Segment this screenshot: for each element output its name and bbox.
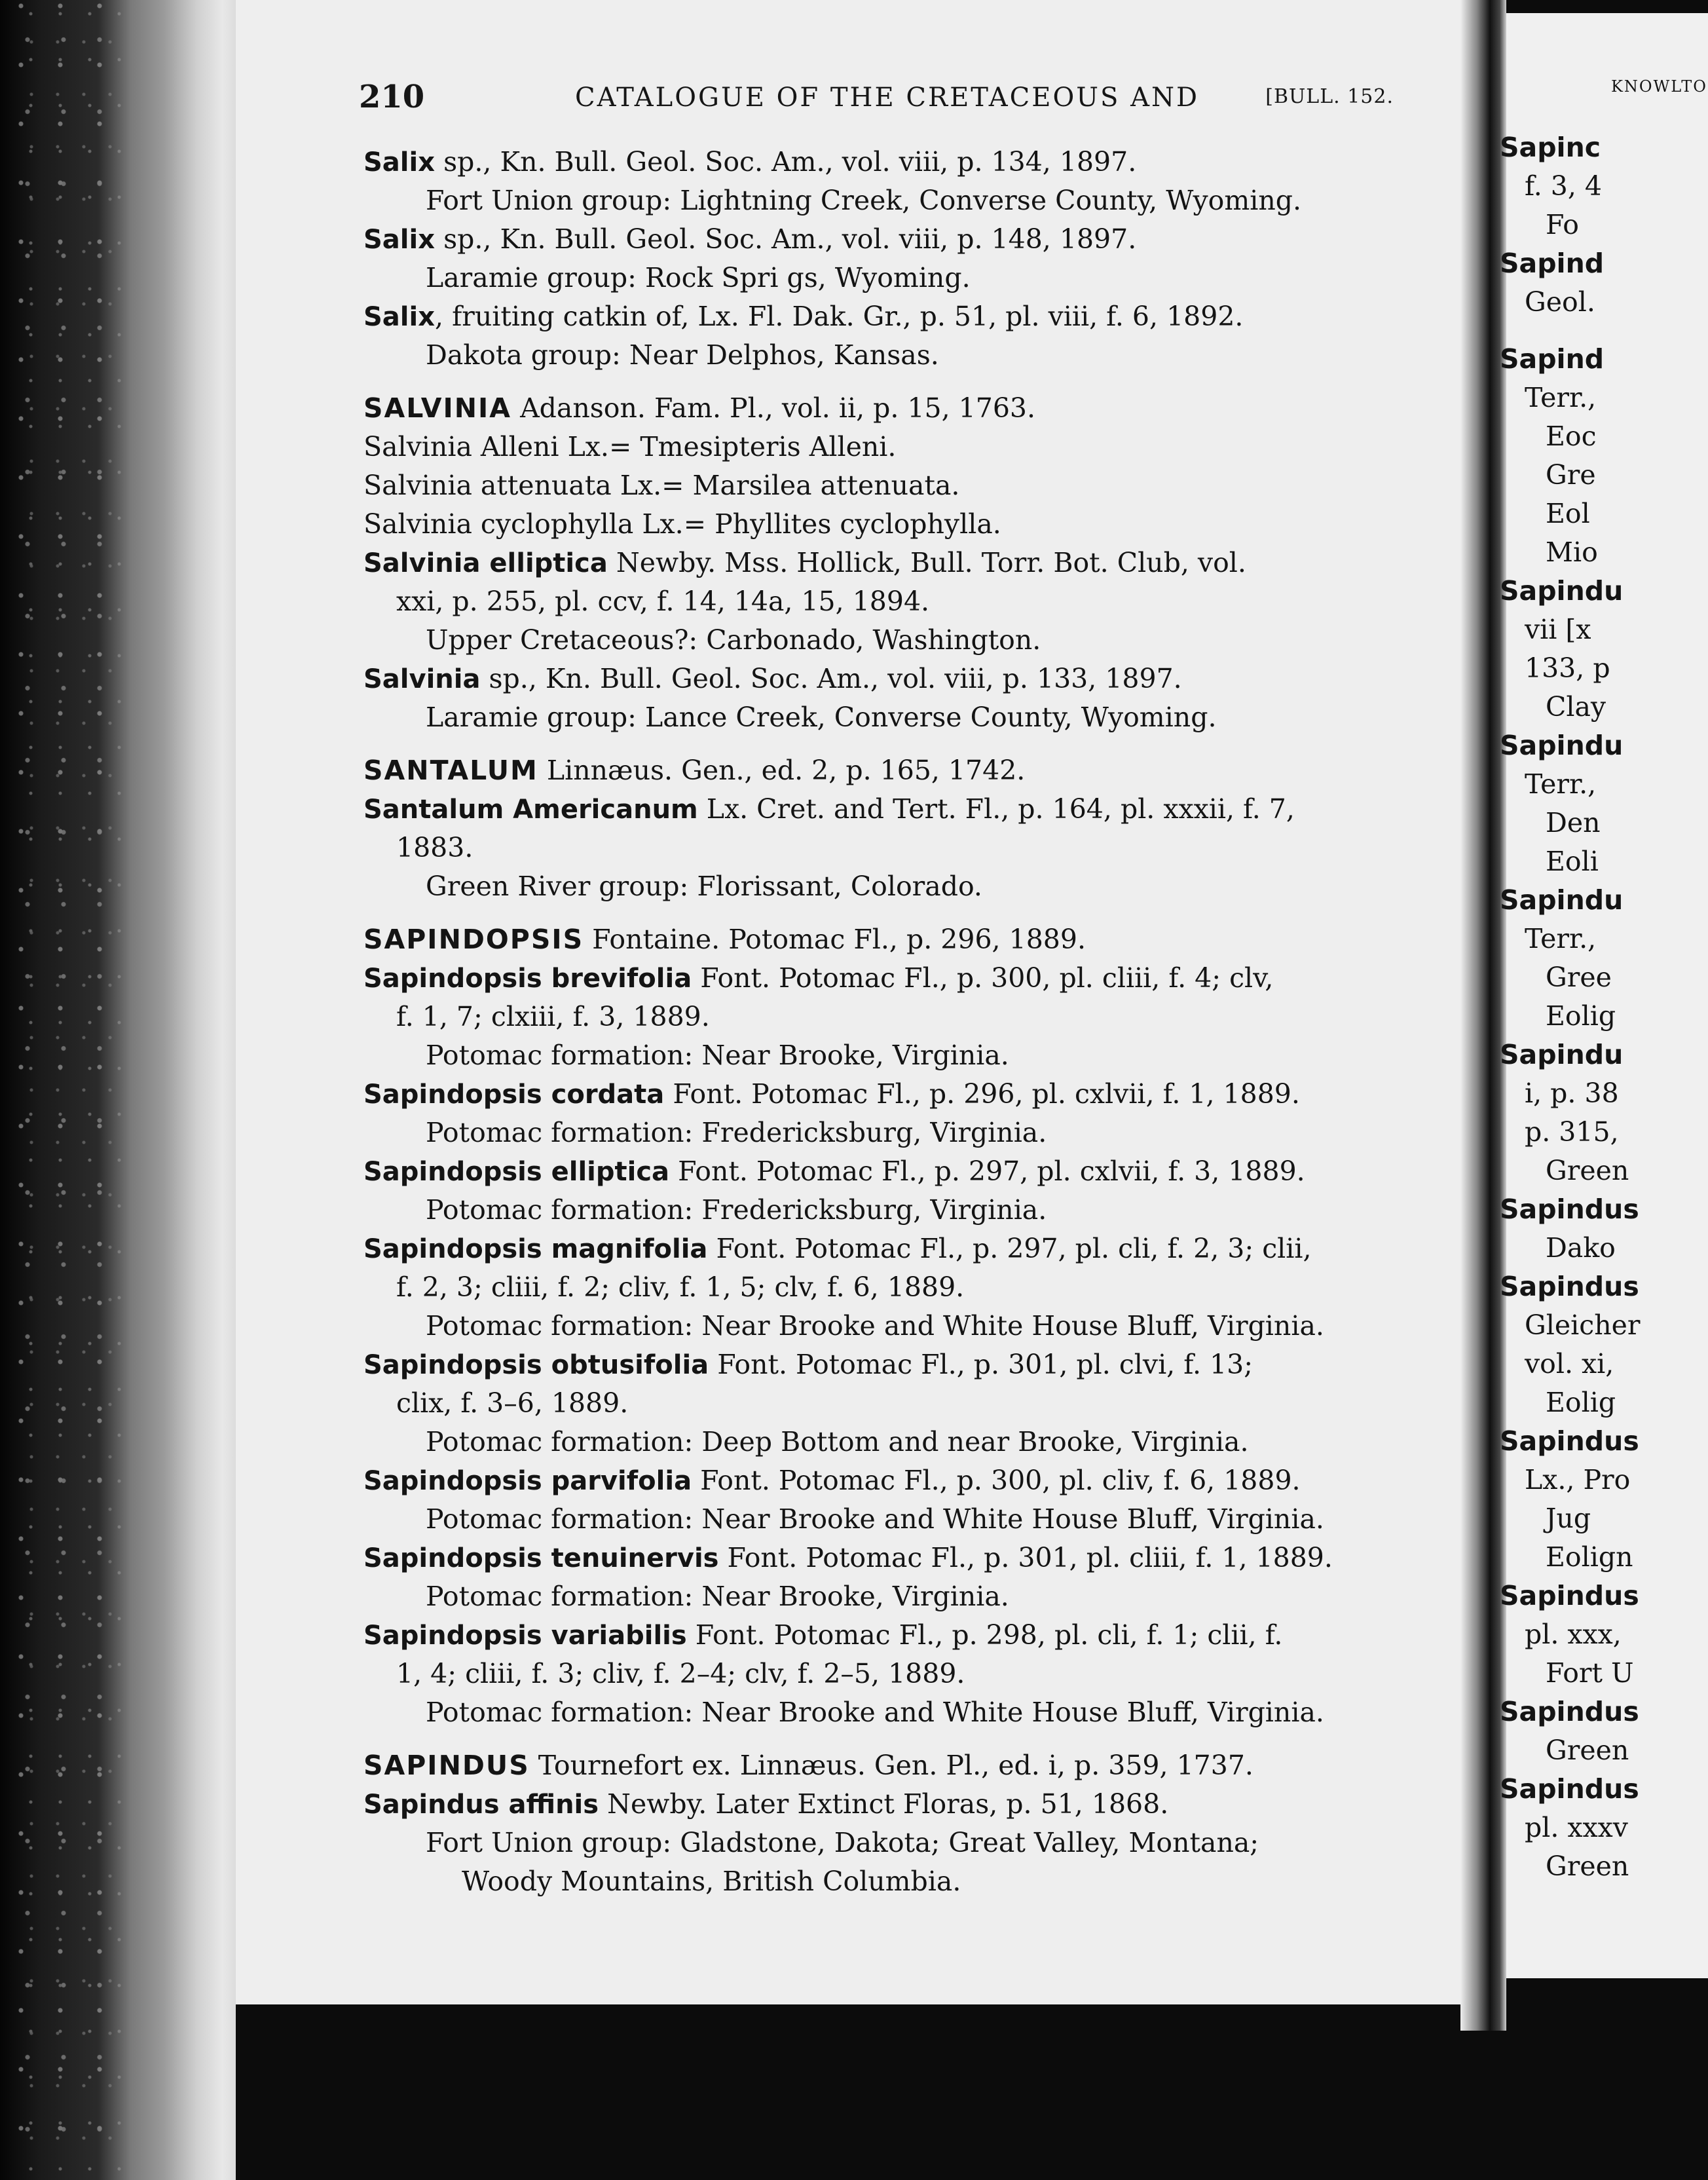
right-page-line: i, p. 38 (1525, 1078, 1619, 1109)
catalog-line (363, 621, 1411, 660)
entry-text: Woody Mountains, British Columbia. (462, 1866, 961, 1897)
catalog-line (363, 1616, 1411, 1655)
catalog-line (363, 1577, 1411, 1616)
entry-text: 1, 4; cliii, f. 3; cliv, f. 2–4; clv, f. 2–5, 1889. (396, 1658, 965, 1689)
entry-text: Laramie group: Rock Spri gs, Wyoming. (426, 262, 971, 293)
catalog-line (363, 259, 1411, 297)
catalog-line (363, 336, 1411, 375)
catalog-line (363, 1191, 1411, 1230)
taxon-name: Salvinia (363, 664, 481, 694)
right-page-line: Sapindus (1500, 1271, 1639, 1302)
catalog-line (363, 1075, 1411, 1114)
entry-text: sp., Kn. Bull. Geol. Soc. Am., vol. viii, p. 134, 1897. (435, 146, 1137, 178)
entry-text: Font. Potomac Fl., p. 301, pl. cliii, f. 1, 1889. (718, 1542, 1333, 1573)
catalog-line (363, 297, 1411, 336)
page-edge-texture (13, 0, 131, 2180)
entry-text: Fontaine. Potomac Fl., p. 296, 1889. (584, 924, 1086, 955)
catalog-line (363, 1746, 1411, 1785)
right-page-line: Green (1546, 1735, 1629, 1766)
right-page-line: Eol (1546, 498, 1590, 529)
right-page-line: Sapindu (1500, 884, 1624, 916)
entry-text: sp., Kn. Bull. Geol. Soc. Am., vol. viii, p. 148, 1897. (435, 223, 1137, 255)
catalog-line (363, 1230, 1411, 1268)
taxon-name: Sapindopsis obtusifolia (363, 1350, 709, 1380)
entry-text: Font. Potomac Fl., p. 296, pl. cxlvii, f. 1, 1889. (664, 1078, 1300, 1110)
right-page-line: vol. xi, (1525, 1348, 1614, 1380)
bulletin-reference: [BULL. 152. (1265, 85, 1394, 108)
taxon-name: Salix (363, 147, 436, 178)
right-page-text (1500, 77, 1708, 1886)
taxon-name: SAPINDUS (363, 1750, 530, 1781)
right-page-line: Eoc (1546, 421, 1597, 452)
entry-text: Green River group: Florissant, Colorado. (426, 871, 982, 902)
catalog-line (363, 1036, 1411, 1075)
catalog-line (363, 220, 1411, 259)
catalog-line (363, 751, 1411, 790)
right-page-header: KNOWLTO (1611, 77, 1707, 96)
catalog-line (363, 1539, 1411, 1577)
right-page-line: Sapindus (1500, 1580, 1639, 1611)
page-number: 210 (359, 79, 425, 115)
entry-text: Potomac formation: Near Brooke and White House Bluff, Virginia. (426, 1310, 1324, 1342)
taxon-name: Santalum Americanum (363, 795, 698, 825)
taxon-name: SALVINIA (363, 392, 512, 424)
right-page-line: Eolig (1546, 1000, 1616, 1032)
right-page-line: pl. xxxv (1525, 1812, 1628, 1843)
taxon-name: Sapindopsis variabilis (363, 1621, 687, 1651)
entry-text: Dakota group: Near Delphos, Kansas. (426, 339, 939, 371)
right-page-line: Gleicher (1525, 1309, 1641, 1341)
catalog-line (363, 1268, 1411, 1307)
page-edge-binding (0, 0, 236, 2180)
catalog-line (363, 505, 1411, 544)
taxon-name: Sapindopsis cordata (363, 1080, 665, 1110)
right-page-line: Sapindus (1500, 1425, 1639, 1457)
entry-text: sp., Kn. Bull. Geol. Soc. Am., vol. viii, p. 133, 1897. (480, 663, 1182, 694)
right-page-line: Sapindus (1500, 1193, 1639, 1225)
entry-text: Font. Potomac Fl., p. 298, pl. cli, f. 1; clii, f. (686, 1619, 1283, 1651)
right-page-line: Jug (1546, 1503, 1591, 1534)
right-page-line: Geol. (1525, 286, 1595, 318)
entry-text: Upper Cretaceous?: Carbonado, Washington. (426, 624, 1041, 656)
taxon-name: Salix (363, 302, 436, 332)
right-page-line: vii [x (1525, 614, 1591, 645)
catalog-line (363, 660, 1411, 698)
entry-text: Laramie group: Lance Creek, Converse County, Wyoming. (426, 702, 1217, 733)
catalog-line (363, 998, 1411, 1036)
entry-text: Linnæus. Gen., ed. 2, p. 165, 1742. (538, 755, 1026, 786)
right-page-line: Eolig (1546, 1387, 1616, 1418)
right-page-line: Eolign (1546, 1541, 1633, 1573)
entry-text: Potomac formation: Fredericksburg, Virginia. (426, 1117, 1047, 1148)
catalog-line (363, 1461, 1411, 1500)
catalog-line (363, 466, 1411, 505)
entry-text: Font. Potomac Fl., p. 300, pl. cliv, f. 6, 1889. (692, 1465, 1301, 1496)
catalog-line (363, 143, 1411, 181)
taxon-name: Sapindopsis magnifolia (363, 1234, 708, 1264)
catalog-line (363, 544, 1411, 582)
entry-text: f. 2, 3; cliii, f. 2; cliv, f. 1, 5; clv, f. 6, 1889. (396, 1271, 965, 1303)
entry-text: , fruiting catkin of, Lx. Fl. Dak. Gr., p. 51, pl. viii, f. 6, 1892. (435, 301, 1244, 332)
catalog-line (363, 1384, 1411, 1423)
right-page-line: Fort U (1546, 1657, 1634, 1689)
entry-text: f. 1, 7; clxiii, f. 3, 1889. (396, 1001, 710, 1032)
right-page-line: Gre (1546, 459, 1596, 491)
right-page-line: Terr., (1525, 768, 1597, 800)
entry-text: Potomac formation: Fredericksburg, Virginia. (426, 1194, 1047, 1226)
catalog-line (363, 1114, 1411, 1152)
entry-text: Font. Potomac Fl., p. 297, pl. cxlvii, f. 3, 1889. (669, 1156, 1305, 1187)
right-page-line: Terr., (1525, 923, 1597, 954)
catalog-line (363, 920, 1411, 959)
right-page-line: Sapinc (1500, 132, 1601, 163)
right-page-line: Green (1546, 1155, 1629, 1186)
catalog-line (363, 582, 1411, 621)
entry-text: Tournefort ex. Linnæus. Gen. Pl., ed. i, p. 359, 1737. (529, 1750, 1253, 1781)
entry-text: Font. Potomac Fl., p. 300, pl. cliii, f. 4; clv, (692, 962, 1274, 994)
entry-text: 1883. (396, 832, 473, 863)
right-page-line: p. 315, (1525, 1116, 1619, 1148)
entry-text: Potomac formation: Near Brooke and White House Bluff, Virginia. (426, 1697, 1324, 1728)
right-page-line: 133, p (1525, 652, 1610, 684)
right-page-line: Fo (1546, 209, 1579, 240)
right-page-line: f. 3, 4 (1525, 170, 1603, 202)
right-page-line: Sapindus (1500, 1773, 1639, 1805)
right-page-lines (1500, 128, 1708, 1886)
right-page-line: Lx., Pro (1525, 1464, 1631, 1495)
running-title: CATALOGUE OF THE CRETACEOUS AND (575, 83, 1200, 113)
right-page-line: pl. xxx, (1525, 1619, 1622, 1650)
catalog-line (363, 829, 1411, 867)
right-page-line: Mio (1546, 536, 1598, 568)
right-page-line: Dako (1546, 1232, 1616, 1264)
taxon-name: Sapindopsis parvifolia (363, 1466, 692, 1496)
taxon-name: Sapindopsis tenuinervis (363, 1543, 719, 1573)
taxon-name: Sapindopsis elliptica (363, 1157, 670, 1187)
catalog-line (363, 867, 1411, 906)
catalog-line (363, 1785, 1411, 1824)
catalog-line (363, 1423, 1411, 1461)
catalog-line (363, 1500, 1411, 1539)
right-page-line: Sapindu (1500, 1039, 1624, 1070)
right-page-line: Sapindu (1500, 575, 1624, 607)
right-page-line: Green (1546, 1851, 1629, 1882)
right-page-line: Gree (1546, 962, 1612, 993)
right-page-line: Sapindus (1500, 1696, 1639, 1727)
entry-text: Potomac formation: Near Brooke, Virginia. (426, 1040, 1009, 1071)
catalog-line (363, 389, 1411, 428)
entry-text: Adanson. Fam. Pl., vol. ii, p. 15, 1763. (511, 392, 1036, 424)
entry-text: clix, f. 3–6, 1889. (396, 1387, 629, 1419)
entry-text: Potomac formation: Deep Bottom and near Brooke, Virginia. (426, 1426, 1249, 1457)
catalog-line (363, 790, 1411, 829)
running-header (359, 79, 1394, 118)
catalog-line (363, 1307, 1411, 1345)
right-page-line: Clay (1546, 691, 1606, 723)
catalog-line (363, 1693, 1411, 1732)
entry-text: Newby. Later Extinct Floras, p. 51, 1868. (599, 1788, 1169, 1820)
entry-text: Fort Union group: Lightning Creek, Converse County, Wyoming. (426, 185, 1302, 216)
catalog-line (363, 1152, 1411, 1191)
catalog-entries (363, 143, 1411, 1901)
right-page-line: Sapind (1500, 248, 1605, 279)
entry-text: Potomac formation: Near Brooke, Virginia. (426, 1581, 1009, 1612)
catalog-line (363, 698, 1411, 737)
entry-text: Salvinia Alleni Lx.= Tmesipteris Alleni. (363, 431, 897, 462)
taxon-name: Sapindopsis brevifolia (363, 964, 692, 994)
catalog-line (363, 1862, 1411, 1901)
entry-text: Font. Potomac Fl., p. 301, pl. clvi, f. 13; (709, 1349, 1253, 1380)
entry-text: Salvinia cyclophylla Lx.= Phyllites cyclophylla. (363, 508, 1001, 540)
right-page-line: Sapind (1500, 343, 1605, 375)
right-page-line: Sapindu (1500, 730, 1624, 761)
right-page-line: Eoli (1546, 846, 1599, 877)
catalog-line (363, 181, 1411, 220)
catalog-line (363, 1824, 1411, 1862)
right-page-line: Terr., (1525, 382, 1597, 413)
taxon-name: SANTALUM (363, 755, 538, 786)
taxon-name: SAPINDOPSIS (363, 924, 584, 955)
taxon-name: Salvinia elliptica (363, 548, 608, 578)
catalog-line (363, 959, 1411, 998)
catalog-line (363, 1345, 1411, 1384)
entry-text: Salvinia attenuata Lx.= Marsilea attenuata. (363, 470, 960, 501)
right-page-line: Den (1546, 807, 1601, 838)
entry-text: Fort Union group: Gladstone, Dakota; Great Valley, Montana; (426, 1827, 1259, 1858)
catalog-line (363, 1655, 1411, 1693)
entry-text: Font. Potomac Fl., p. 297, pl. cli, f. 2, 3; clii, (707, 1233, 1312, 1264)
taxon-name: Sapindus affinis (363, 1790, 599, 1820)
entry-text: xxi, p. 255, pl. ccv, f. 14, 14a, 15, 1894. (396, 586, 930, 617)
entry-text: Potomac formation: Near Brooke and White House Bluff, Virginia. (426, 1503, 1324, 1535)
entry-text: Newby. Mss. Hollick, Bull. Torr. Bot. Club, vol. (607, 547, 1246, 578)
taxon-name: Salix (363, 225, 436, 255)
entry-text: Lx. Cret. and Tert. Fl., p. 164, pl. xxxii, f. 7, (697, 793, 1295, 825)
catalog-line (363, 428, 1411, 466)
